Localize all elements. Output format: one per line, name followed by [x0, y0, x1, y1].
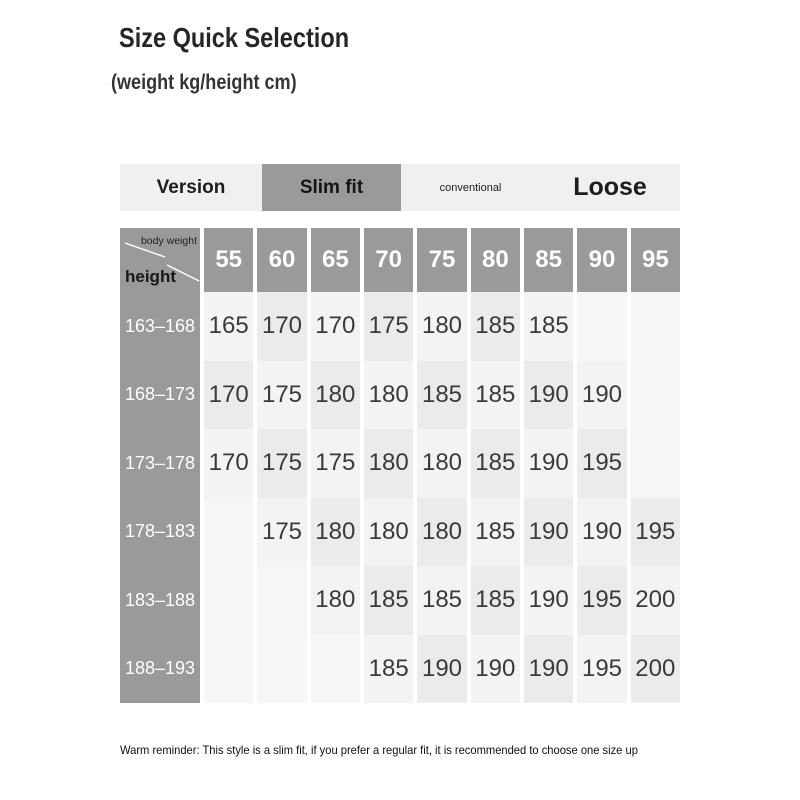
size-cell: 180: [364, 498, 413, 567]
size-cell: 180: [311, 361, 360, 430]
size-cell: 190: [524, 361, 573, 430]
size-cell: 185: [364, 566, 413, 635]
size-cell-empty: [204, 498, 253, 567]
corner-side-label: height: [125, 267, 176, 286]
height-row-label: 188–193: [120, 635, 200, 704]
size-cell: 185: [471, 429, 520, 498]
version-option-conventional[interactable]: conventional: [401, 164, 540, 211]
size-cell: 180: [311, 566, 360, 635]
size-cell: 195: [631, 498, 680, 567]
height-row-label: 178–183: [120, 498, 200, 567]
size-table: [120, 228, 680, 703]
size-cell: 175: [364, 292, 413, 361]
size-cell: 170: [311, 292, 360, 361]
size-cell: 180: [364, 361, 413, 430]
weight-header-cell: 55: [204, 228, 253, 292]
size-cell: 185: [364, 635, 413, 704]
size-cell-empty: [204, 566, 253, 635]
size-cell: 195: [577, 635, 626, 704]
size-cell: 190: [524, 498, 573, 567]
version-option-loose[interactable]: Loose: [540, 164, 680, 211]
weight-header-cell: 75: [417, 228, 466, 292]
size-cell: 190: [524, 566, 573, 635]
size-cell: 180: [417, 498, 466, 567]
size-cell-empty: [257, 566, 306, 635]
size-cell: 185: [417, 361, 466, 430]
version-bar: [120, 164, 680, 211]
size-cell: 185: [471, 361, 520, 430]
size-cell-empty: [577, 292, 626, 361]
size-cell: 165: [204, 292, 253, 361]
size-cell: 175: [257, 361, 306, 430]
weight-header-cell: 65: [311, 228, 360, 292]
size-cell: 190: [471, 635, 520, 704]
weight-header-cell: 60: [257, 228, 306, 292]
weight-header-cell: 90: [577, 228, 626, 292]
size-cell: 170: [204, 429, 253, 498]
corner-top-label: body weight: [140, 235, 197, 247]
size-cell: 170: [204, 361, 253, 430]
size-cell: 185: [471, 566, 520, 635]
size-cell: 200: [631, 566, 680, 635]
size-cell: 190: [577, 498, 626, 567]
size-cell: 190: [577, 361, 626, 430]
size-cell: 185: [471, 292, 520, 361]
size-cell: 185: [417, 566, 466, 635]
size-cell-empty: [257, 635, 306, 704]
page-title: Size Quick Selection: [119, 22, 350, 53]
weight-header-cell: 85: [524, 228, 573, 292]
footer-reminder: Warm reminder: This style is a slim fit, if you prefer a regular fit, it is recommended to choose one size up: [120, 743, 638, 757]
size-cell: 175: [257, 429, 306, 498]
size-cell-empty: [631, 429, 680, 498]
size-cell: 175: [257, 498, 306, 567]
height-row-label: 183–188: [120, 566, 200, 635]
size-cell: 175: [311, 429, 360, 498]
version-option-slim-fit[interactable]: Slim fit: [262, 164, 401, 211]
size-cell: 170: [257, 292, 306, 361]
height-row-label: 168–173: [120, 361, 200, 430]
height-row-label: 163–168: [120, 292, 200, 361]
size-cell: 180: [417, 292, 466, 361]
size-cell-empty: [311, 635, 360, 704]
size-cell: 185: [524, 292, 573, 361]
size-cell-empty: [631, 361, 680, 430]
weight-header-cell: 95: [631, 228, 680, 292]
version-row-label: Version: [120, 164, 262, 211]
size-cell: 190: [524, 429, 573, 498]
size-cell: 180: [364, 429, 413, 498]
size-cell: 180: [311, 498, 360, 567]
size-cell: 190: [417, 635, 466, 704]
size-cell: 190: [524, 635, 573, 704]
height-row-label: 173–178: [120, 429, 200, 498]
weight-header-cell: 80: [471, 228, 520, 292]
size-cell: 195: [577, 566, 626, 635]
table-corner-cell: [120, 228, 200, 292]
page-subtitle: (weight kg/height cm): [111, 71, 297, 94]
weight-header-cell: 70: [364, 228, 413, 292]
size-cell: 185: [471, 498, 520, 567]
size-cell-empty: [204, 635, 253, 704]
size-cell: 180: [417, 429, 466, 498]
size-cell-empty: [631, 292, 680, 361]
size-cell: 195: [577, 429, 626, 498]
size-cell: 200: [631, 635, 680, 704]
